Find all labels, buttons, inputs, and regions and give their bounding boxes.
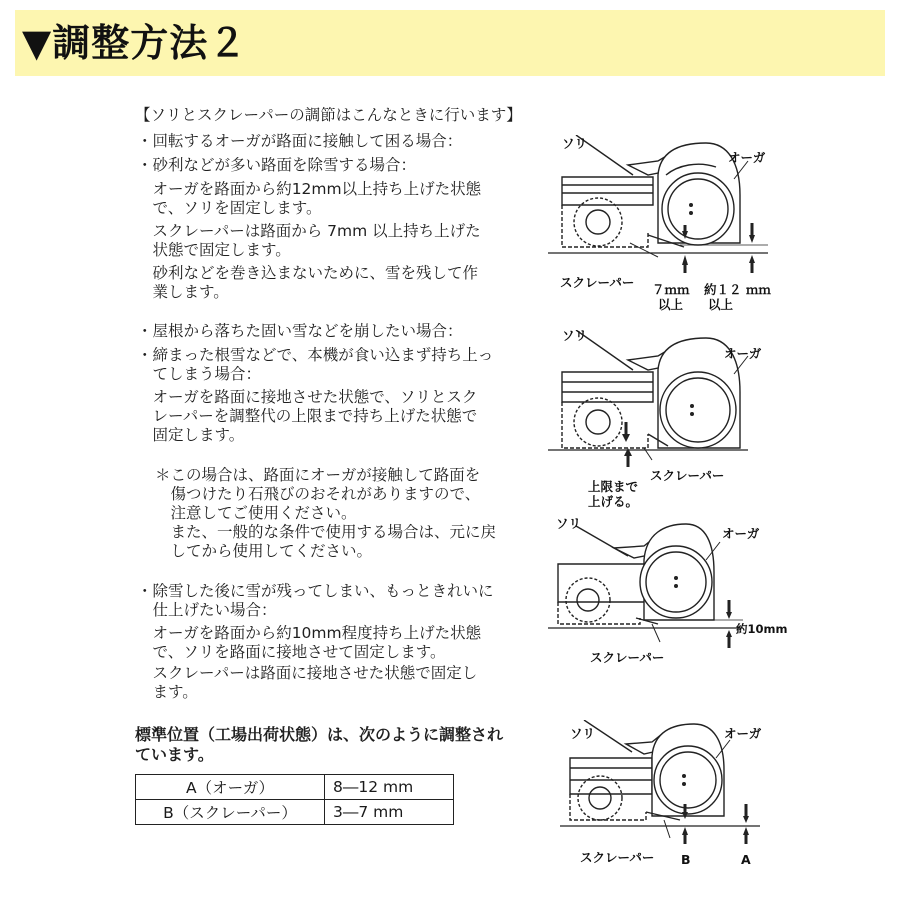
label-auger: オーガ — [722, 526, 760, 541]
text-line: レーパーを調整代の上限まで持ち上げた状態で — [137, 407, 478, 425]
label-scraper: スクレーパー — [560, 275, 635, 290]
label-auger: オーガ — [728, 150, 766, 165]
label-auger: オーガ — [724, 346, 762, 361]
label-lift-to-max: 上限まで — [588, 479, 639, 494]
label-sori: ソリ — [570, 726, 596, 741]
text-line: スクレーパーは路面から 7mm 以上持ち上げた — [137, 222, 481, 240]
table-cell-value: 3―7 mm — [325, 800, 454, 825]
text-line: で、ソリを固定します。 — [137, 199, 322, 217]
text-line: オーガを路面から約10mm程度持ち上げた状態 — [137, 624, 482, 642]
label-scraper: スクレーパー — [580, 850, 655, 865]
label-lift-to-max-sub: 上げる。 — [588, 494, 639, 509]
text-line: てしまう場合： — [137, 365, 262, 383]
standard-spec-table — [135, 774, 454, 825]
standard-heading: ています。 — [135, 745, 214, 764]
page-title: ▼調整方法２ — [22, 21, 248, 65]
table-cell-label: A（オーガ） — [136, 775, 325, 800]
label-sori: ソリ — [556, 516, 582, 531]
text-line: 状態で固定します。 — [137, 241, 291, 259]
label-scraper: スクレーパー — [650, 468, 725, 483]
text-line: 業します。 — [137, 283, 229, 301]
table-row — [136, 800, 454, 825]
text-line: 砂利などを巻き込まないために、雪を残して作 — [137, 264, 479, 282]
label-mark-a: A — [741, 852, 751, 867]
text-line: スクレーパーは路面に接地させた状態で固定し — [137, 664, 478, 682]
text-line: ・除雪した後に雪が残ってしまい、もっときれいに — [137, 582, 494, 600]
standard-heading: 標準位置（工場出荷状態）は、次のように調整され — [135, 725, 504, 744]
label-dim-12mm: 約１２ ｍｍ — [704, 282, 771, 297]
text-line: ・砂利などが多い路面を除雪する場合： — [137, 156, 417, 174]
table-row — [136, 775, 454, 800]
label-dim-7mm: ７ｍｍ — [652, 282, 690, 297]
caution-note-line: 傷つけたり石飛びのおそれがありますので、 — [155, 485, 481, 503]
text-line: ・回転するオーガが路面に接触して困る場合： — [137, 132, 463, 150]
caution-note-line: 注意してご使用ください。 — [155, 504, 357, 522]
label-dim-7mm-sub: 以上 — [658, 297, 684, 312]
label-scraper: スクレーパー — [590, 650, 665, 665]
table-cell-label: B（スクレーパー） — [136, 800, 325, 825]
text-line: 固定します。 — [137, 426, 245, 444]
label-dim-12mm-sub: 以上 — [708, 297, 734, 312]
intro-heading: 【ソリとスクレーパーの調節はこんなときに行います】 — [135, 106, 522, 124]
label-sori: ソリ — [562, 328, 588, 343]
table-cell-value: 8―12 mm — [325, 775, 454, 800]
text-line: オーガを路面に接地させた状態で、ソリとスク — [137, 388, 478, 406]
label-auger: オーガ — [724, 726, 762, 741]
text-line: ・締まった根雪などで、本機が食い込まず持ち上っ — [137, 346, 494, 364]
text-line: ・屋根から落ちた固い雪などを崩したい場合： — [137, 322, 463, 340]
label-dim-10mm: 約10mm — [736, 622, 788, 636]
caution-note-line: また、一般的な条件で使用する場合は、元に戻 — [155, 523, 497, 541]
text-line: 仕上げたい場合： — [137, 601, 277, 619]
caution-note-line: してから使用してください。 — [155, 542, 373, 560]
text-line: で、ソリを路面に接地させて固定します。 — [137, 643, 446, 661]
label-mark-b: B — [681, 852, 691, 867]
text-line: オーガを路面から約12mm以上持ち上げた状態 — [137, 180, 482, 198]
caution-note-line: ＊この場合は、路面にオーガが接触して路面を — [155, 466, 481, 484]
label-sori: ソリ — [562, 136, 588, 151]
text-line: ます。 — [137, 683, 198, 701]
